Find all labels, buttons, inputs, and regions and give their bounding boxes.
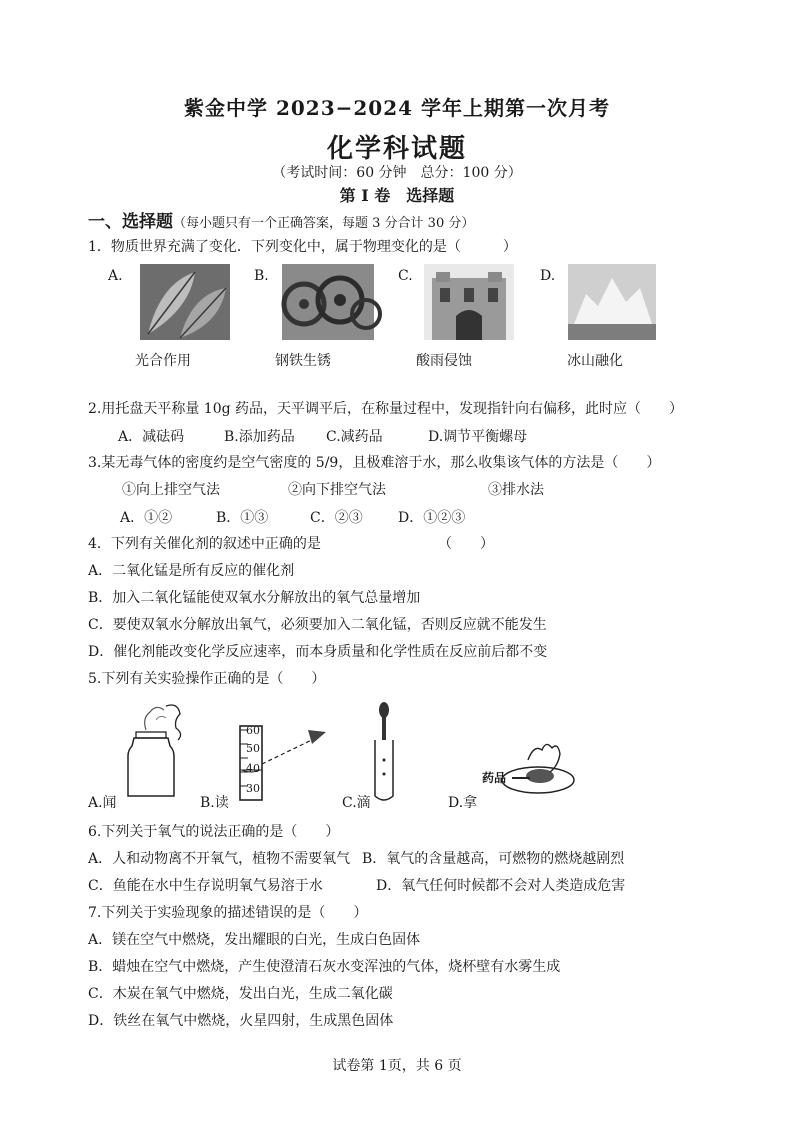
subject-title: 化学科试题 <box>326 134 467 164</box>
cylinder-tick-50: 50 <box>246 742 260 755</box>
q5-option-c: C.滴 <box>342 795 371 811</box>
q2-option-a: A．减砝码 <box>118 429 185 445</box>
q4-stem: 4．下列有关催化剂的叙述中正确的是 <box>88 536 321 552</box>
q1-option-a-letter: A. <box>108 268 123 284</box>
q6-option-c: C．鱼能在水中生存说明氧气易溶于水 <box>88 878 323 894</box>
q4-option-a: A．二氧化锰是所有反应的催化剂 <box>88 563 295 579</box>
q1-option-d-letter: D. <box>540 268 556 284</box>
q5-option-d: D.拿 <box>448 795 478 811</box>
q4-blank: （ ） <box>438 536 494 552</box>
q1-stem: 1．物质世界充满了变化．下列变化中，属于物理变化的是（ ） <box>88 239 517 255</box>
page-footer: 试卷第 1页，共 6 页 <box>332 1058 462 1074</box>
dropper-test-tube-diagram <box>366 700 406 804</box>
q3-option-d: D．①②③ <box>398 510 466 526</box>
yaopin-label: 药品 <box>482 771 507 785</box>
q7-option-a: A．镁在空气中燃烧，发出耀眼的白光，生成白色固体 <box>88 932 421 948</box>
q2-option-d: D.调节平衡螺母 <box>428 429 528 445</box>
photosynthesis-photo <box>140 264 230 340</box>
section-heading <box>88 207 474 232</box>
q3-method-3: ③排水法 <box>488 482 544 498</box>
q4-option-d: D．催化剂能改变化学反应速率，而本身质量和化学性质在反应前后都不变 <box>88 644 548 660</box>
q3-option-b: B．①③ <box>216 510 269 526</box>
q7-option-c: C．木炭在氧气中燃烧，发出白光，生成二氧化碳 <box>88 986 393 1002</box>
q5-option-a: A.闻 <box>88 795 117 811</box>
q7-option-d: D．铁丝在氧气中燃烧，火星四射，生成黑色固体 <box>88 1013 394 1029</box>
hand-holding-reagent-diagram <box>480 736 580 796</box>
q2-option-b: B.添加药品 <box>224 429 295 445</box>
q2-option-c: C.减药品 <box>326 429 383 445</box>
section-note: （每小题只有一个正确答案，每题 3 分合计 30 分） <box>173 216 475 231</box>
q1-caption-a: 光合作用 <box>135 353 191 369</box>
q1-caption-b: 钢铁生锈 <box>275 353 331 369</box>
q3-method-2: ②向下排空气法 <box>288 482 386 498</box>
q7-stem: 7.下列关于实验现象的描述错误的是（ ） <box>88 905 368 921</box>
graduated-cylinder-diagram <box>226 722 336 802</box>
q1-caption-d: 冰山融化 <box>567 353 623 369</box>
smell-bottle-diagram <box>118 700 198 800</box>
acid-rain-building-photo <box>424 264 514 340</box>
section-title: 一、选择题 <box>88 212 173 232</box>
melting-iceberg-photo <box>568 264 656 340</box>
q5-stem: 5.下列有关实验操作正确的是（ ） <box>88 671 326 687</box>
q6-stem: 6.下列关于氧气的说法正确的是（ ） <box>88 824 340 840</box>
q5-option-b: B.读 <box>200 795 229 811</box>
q6-option-d: D．氧气任何时候都不会对人类造成危害 <box>376 878 626 894</box>
q3-stem: 3.某无毒气体的密度约是空气密度的 5/9，且极难溶于水，那么收集该气体的方法是（ ） <box>88 455 661 471</box>
cylinder-tick-60: 60 <box>246 724 260 737</box>
q6-option-a: A．人和动物离不开氧气，植物不需要氧气 <box>88 851 351 867</box>
q2-stem: 2.用托盘天平称量 10g 药品，天平调平后，在称量过程中，发现指针向右偏移，此时应（ ） <box>88 401 684 417</box>
cylinder-tick-30: 30 <box>246 782 260 795</box>
rusty-gears-photo <box>282 264 374 340</box>
q1-caption-c: 酸雨侵蚀 <box>416 353 472 369</box>
school-title: 紫金中学 2023−2024 学年上期第一次月考 <box>183 96 610 120</box>
q7-option-b: B．蜡烛在空气中燃烧，产生使澄清石灰水变浑浊的气体，烧杯壁有水雾生成 <box>88 959 561 975</box>
q3-method-1: ①向上排空气法 <box>122 482 220 498</box>
exam-info: （考试时间：60 分钟 总分：100 分） <box>272 165 522 181</box>
q1-option-c-letter: C. <box>398 268 413 284</box>
q4-option-c: C．要使双氧水分解放出氧气，必须要加入二氧化锰，否则反应就不能发生 <box>88 617 547 633</box>
q3-option-a: A．①② <box>120 510 173 526</box>
q1-option-b-letter: B. <box>254 268 269 284</box>
cylinder-tick-40: 40 <box>246 762 260 775</box>
part-title: 第 I 卷 选择题 <box>339 186 455 205</box>
q6-option-b: B．氧气的含量越高，可燃物的燃烧越剧烈 <box>362 851 625 867</box>
q4-option-b: B．加入二氧化锰能使双氧水分解放出的氧气总量增加 <box>88 590 421 606</box>
q3-option-c: C．②③ <box>310 510 363 526</box>
